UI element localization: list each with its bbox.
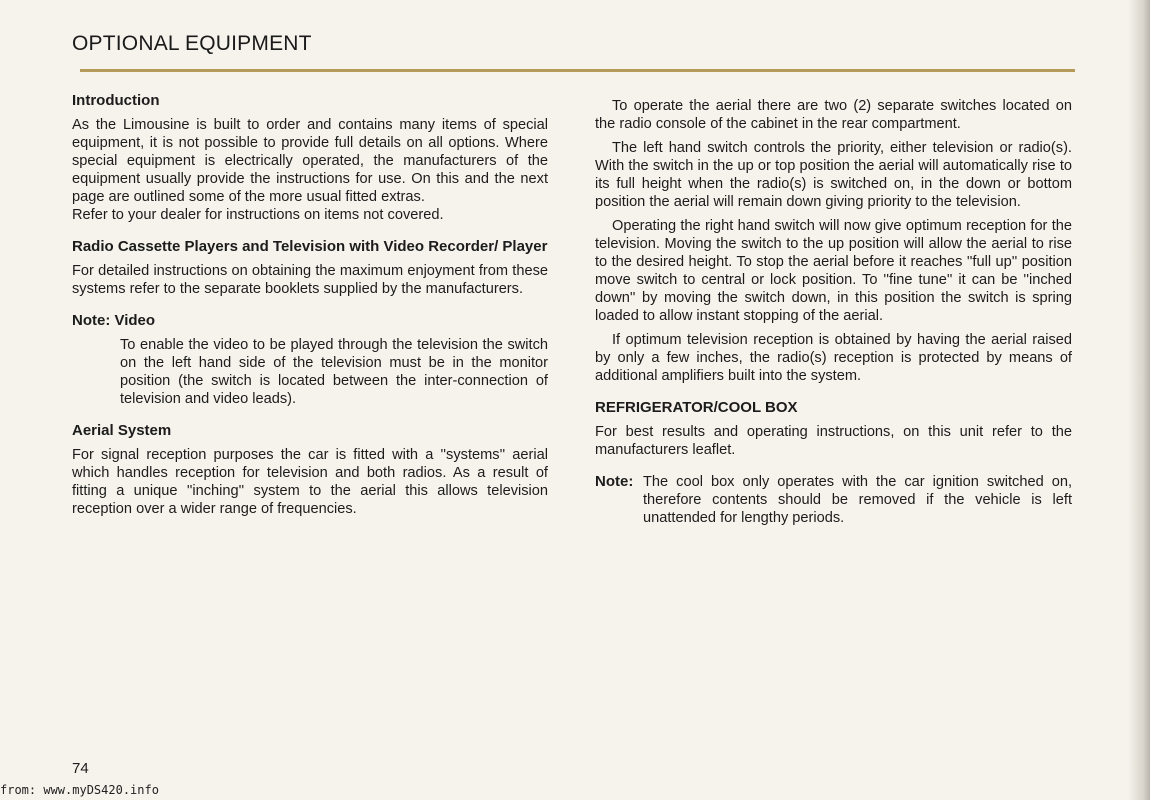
- note-text: The cool box only operates with the car ignition switched on, therefore contents should be removed if the vehicle is left unattended for lengthy periods.: [643, 474, 1072, 526]
- left-switch-text: The left hand switch controls the priority, either television or radio(s). With the switch in the up or top position the aerial will automatically rise to its full height when the radio(s) is switched on, in the down or bottom position the aerial will remain down giving priority to the television.: [595, 140, 1072, 210]
- right-switch-text: Operating the right hand switch will now give optimum reception for the television. Moving the switch to the up position will allow the aerial to rise to the desired height. To stop the aerial before it reaches ''full up'' position move switch to central or lock position. To ''fine tune'' it can be ''inched down'' by moving the switch down, in this position the switch is spring loaded to allow instant stopping of the aerial.: [595, 218, 1072, 324]
- note-label: Note:: [595, 473, 634, 490]
- fridge-heading: REFRIGERATOR/COOL BOX: [595, 399, 798, 416]
- title-rule: [80, 69, 1075, 72]
- page-title: OPTIONAL EQUIPMENT: [72, 32, 312, 55]
- note-video-text: To enable the video to be played through the television the switch on the left hand side of the television must be in the monitor position (the switch is located between the inter-connection of television and video leads).: [120, 337, 548, 407]
- fridge-text: For best results and operating instructions, on this unit refer to the manufacturers leaflet.: [595, 424, 1072, 458]
- aerial-text: For signal reception purposes the car is fitted with a ''systems'' aerial which handles reception for television and both radios. As a result of fitting a unique ''inching'' system to the aerial this allows television reception over a wider range of frequencies.: [72, 447, 548, 517]
- footer-credit: from: www.myDS420.info: [0, 783, 159, 797]
- amplifier-text: If optimum television reception is obtained by having the aerial raised by only a few inches, the radio(s) reception is protected by means of additional amplifiers built into the system.: [595, 332, 1072, 384]
- note-video-heading: Note: Video: [72, 312, 156, 329]
- intro-text: As the Limousine is built to order and contains many items of special equipment, it is not possible to provide full details on all options. Where special equipment is electrically operated, the manufacturers of the equipment usually provide the instructions for use. On this and the next page are outlined some of the more usual fitted extras.: [72, 117, 548, 205]
- intro-text-2: Refer to your dealer for instructions on items not covered.: [72, 207, 444, 223]
- radio-text: For detailed instructions on obtaining the maximum enjoyment from these systems refer to the separate booklets supplied by the manufacturers.: [72, 263, 548, 297]
- left-column: [72, 92, 548, 518]
- page-number: 74: [72, 760, 89, 777]
- intro-heading: Introduction: [72, 92, 160, 109]
- aerial-switches-text: To operate the aerial there are two (2) separate switches located on the radio console of the cabinet in the rear compartment.: [595, 98, 1072, 132]
- aerial-heading: Aerial System: [72, 422, 172, 439]
- page-edge-shadow: [1128, 0, 1150, 800]
- radio-heading: Radio Cassette Players and Television with Video Recorder/ Player: [72, 238, 548, 255]
- cool-box-note: [595, 473, 1072, 527]
- right-column: [595, 97, 1072, 527]
